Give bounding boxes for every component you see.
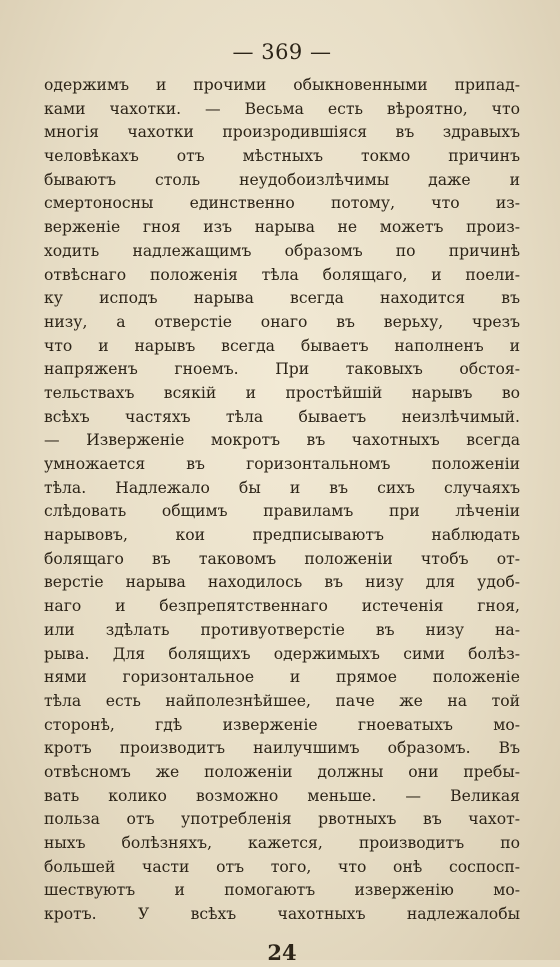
text-line: отвѣснаго положенія тѣла болящаго, и поели- (44, 265, 520, 284)
text-line: или здѣлать противуотверстіе въ низу на- (44, 620, 520, 639)
text-line: рыва. Для болящихъ одержимыхъ сими болѣз- (44, 644, 520, 663)
text-line: кротъ производитъ наилучшимъ образомъ. Въ (44, 739, 520, 758)
text-line: смертоносны единственно потому, что из- (44, 194, 520, 213)
text-line: что и нарывъ всегда бываетъ наполненъ и (44, 336, 520, 355)
text-line: ку исподъ нарыва всегда находится въ (44, 289, 520, 308)
text-line: кротъ. У всѣхъ чахотныхъ надлежалобы (44, 905, 520, 924)
text-line: нями горизонтальное и прямое положеніе (44, 668, 520, 687)
text-line: умножается въ горизонтальномъ положеніи (44, 455, 520, 473)
body-text (44, 74, 520, 927)
text-line: напряженъ гноемъ. При таковыхъ обстоя- (44, 360, 520, 379)
text-line: большей части отъ того, что онѣ соспосп- (44, 857, 520, 876)
text-line: бываютъ столь неудобоизлѣчимы даже и (44, 170, 520, 189)
text-line: вать колико возможно меньше. — Великая (44, 786, 520, 805)
text-line: польза отъ употребленія рвотныхъ въ чахот- (44, 810, 520, 829)
text-line: сторонѣ, гдѣ изверженіе гноеватыхъ мо- (44, 715, 520, 734)
text-line: болящаго въ таковомъ положеніи чтобъ от- (44, 549, 520, 568)
text-line: нарывовъ, кои предписываютъ наблюдать (44, 526, 520, 545)
page-number: — 369 — (232, 40, 332, 64)
text-line: тѣла. Надлежало бы и въ сихъ случаяхъ (44, 478, 520, 497)
text-line: верстіе нарыва находилось въ низу для удоб- (44, 573, 520, 592)
text-line: наго и безпрепятственнаго истеченія гноя, (44, 597, 520, 616)
text-line: низу, а отверстіе онаго въ верьху, чрезъ (44, 312, 520, 331)
text-line: тѣла есть найполезнѣйшее, паче же на той (44, 691, 520, 710)
text-line: ходить надлежащимъ образомъ по причинѣ (44, 241, 520, 260)
text-line: — Изверженіе мокротъ въ чахотныхъ всегда (44, 431, 520, 450)
text-line: ныхъ болѣзняхъ, кажется, производитъ по (44, 834, 520, 852)
text-line: тельствахъ всякій и простѣйшій нарывъ во (44, 383, 520, 402)
text-line: одержимъ и прочими обыкновенными припад- (44, 76, 520, 94)
text-line: ками чахотки. — Весьма есть вѣроятно, что (44, 99, 520, 118)
text-line: многія чахотки произродившіяся въ здравыхъ (44, 123, 520, 142)
text-line: отвѣсномъ же положеніи должны они пребы- (44, 762, 520, 781)
signature-mark: 24 (267, 939, 297, 965)
text-line: человѣкахъ отъ мѣстныхъ токмо причинъ (44, 147, 520, 166)
text-line: слѣдовать общимъ правиламъ при лѣченіи (44, 502, 520, 521)
text-line: верженіе гноя изъ нарыва не можетъ произ- (44, 218, 520, 237)
text-line: всѣхъ частяхъ тѣла бываетъ неизлѣчимый. (44, 407, 520, 426)
text-line: шествуютъ и помогаютъ изверженію мо- (44, 881, 520, 900)
